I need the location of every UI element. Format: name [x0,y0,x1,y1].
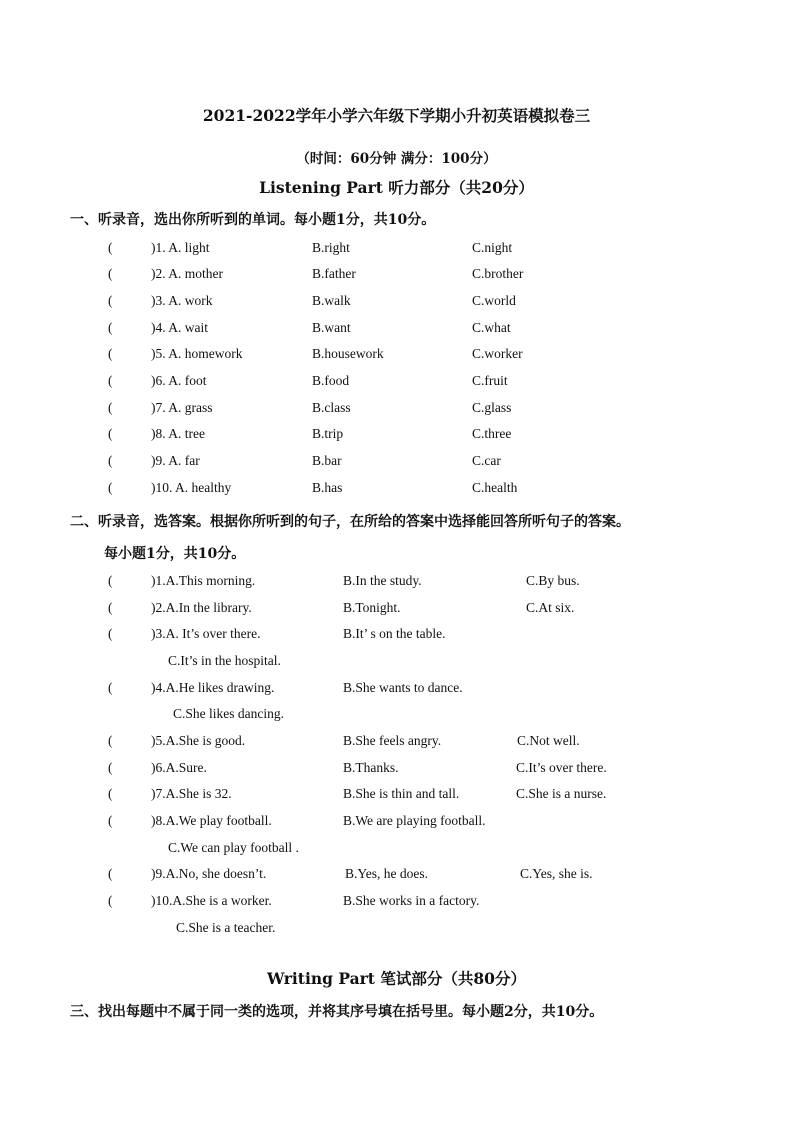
option-c: C.We can play football . [168,840,299,855]
answer-paren: ( [108,626,113,641]
option-a: )1. A. light [151,240,210,255]
option-b: B.She is thin and tall. [343,786,460,801]
option-b: B.walk [312,293,351,308]
option-b: B.food [312,373,350,388]
option-a: )3.A. It’s over there. [151,626,261,641]
writing-part-heading: Writing Part 笔试部分（共80分） [267,969,526,988]
option-a: )8.A.We play football. [151,813,272,828]
answer-paren: ( [108,480,113,495]
option-b: B.Tonight. [343,600,401,615]
option-a: )4.A.He likes drawing. [151,680,275,695]
option-b: B.We are playing football. [343,813,486,828]
option-c: C.At six. [526,600,575,615]
answer-paren: ( [108,373,113,388]
section2-heading-line2: 每小题1分，共10分。 [104,546,246,562]
option-a: )5.A.She is good. [151,733,246,748]
option-c: C.She is a teacher. [176,920,276,935]
answer-paren: ( [108,813,113,828]
option-c: C.brother [472,266,524,281]
option-b: B.In the study. [343,573,422,588]
option-a: )5. A. homework [151,346,243,361]
option-c: C.worker [472,346,523,361]
option-c: C.It’s over there. [516,760,607,775]
answer-paren: ( [108,866,113,881]
option-c: C.three [472,426,512,441]
answer-paren: ( [108,573,113,588]
option-c: C.night [472,240,513,255]
option-c: C.She likes dancing. [173,706,284,721]
option-c: C.Not well. [517,733,580,748]
answer-paren: ( [108,293,113,308]
option-b: B.She feels angry. [343,733,442,748]
option-a: )6.A.Sure. [151,760,207,775]
option-b: B.She works in a factory. [343,893,480,908]
option-b: B.housework [312,346,384,361]
listening-part-heading: Listening Part 听力部分（共20分） [259,178,534,197]
option-a: )7.A.She is 32. [151,786,232,801]
answer-paren: ( [108,786,113,801]
option-c: C.By bus. [526,573,580,588]
option-b: B.right [312,240,350,255]
answer-paren: ( [108,346,113,361]
answer-paren: ( [108,760,113,775]
option-c: C.fruit [472,373,508,388]
exam-title: 2021-2022学年小学六年级下学期小升初英语模拟卷三 [202,106,591,125]
answer-paren: ( [108,426,113,441]
option-a: )8. A. tree [151,426,205,441]
option-a: )1.A.This morning. [151,573,256,588]
option-a: )7. A. grass [151,400,213,415]
option-c: C.She is a nurse. [516,786,607,801]
option-b: B.has [312,480,343,495]
option-b: B.class [312,400,351,415]
option-c: C.Yes, she is. [520,866,593,881]
option-b: B.Thanks. [343,760,399,775]
section1-heading: 一、听录音，选出你所听到的单词。每小题1分，共10分。 [70,212,436,228]
option-b: B.father [312,266,356,281]
option-b: B.want [312,320,351,335]
option-b: B.trip [312,426,344,441]
option-b: B.bar [312,453,342,468]
option-b: B.Yes, he does. [345,866,429,881]
answer-paren: ( [108,893,113,908]
option-c: C.It’s in the hospital. [168,653,281,668]
answer-paren: ( [108,680,113,695]
option-c: C.health [472,480,518,495]
option-c: C.glass [472,400,512,415]
option-a: )10.A.She is a worker. [151,893,272,908]
option-a: )4. A. wait [151,320,208,335]
option-a: )6. A. foot [151,373,207,388]
option-a: )3. A. work [151,293,213,308]
option-a: )10. A. healthy [151,480,232,495]
answer-paren: ( [108,453,113,468]
option-a: )2.A.In the library. [151,600,252,615]
answer-paren: ( [108,266,113,281]
answer-paren: ( [108,320,113,335]
answer-paren: ( [108,733,113,748]
answer-paren: ( [108,240,113,255]
option-c: C.world [472,293,516,308]
answer-paren: ( [108,600,113,615]
section3-heading: 三、找出每题中不属于同一类的选项，并将其序号填在括号里。每小题2分，共10分。 [70,1004,604,1020]
answer-paren: ( [108,400,113,415]
option-a: )9.A.No, she doesn’t. [151,866,267,881]
option-b: B.She wants to dance. [343,680,463,695]
option-a: )9. A. far [151,453,200,468]
option-b: B.It’ s on the table. [343,626,446,641]
option-c: C.car [472,453,501,468]
option-a: )2. A. mother [151,266,223,281]
option-c: C.what [472,320,511,335]
exam-subtitle: （时间：60分钟 满分：100分） [296,151,497,167]
section2-heading: 二、听录音，选答案。根据你所听到的句子，在所给的答案中选择能回答所听句子的答案。 [70,514,630,530]
